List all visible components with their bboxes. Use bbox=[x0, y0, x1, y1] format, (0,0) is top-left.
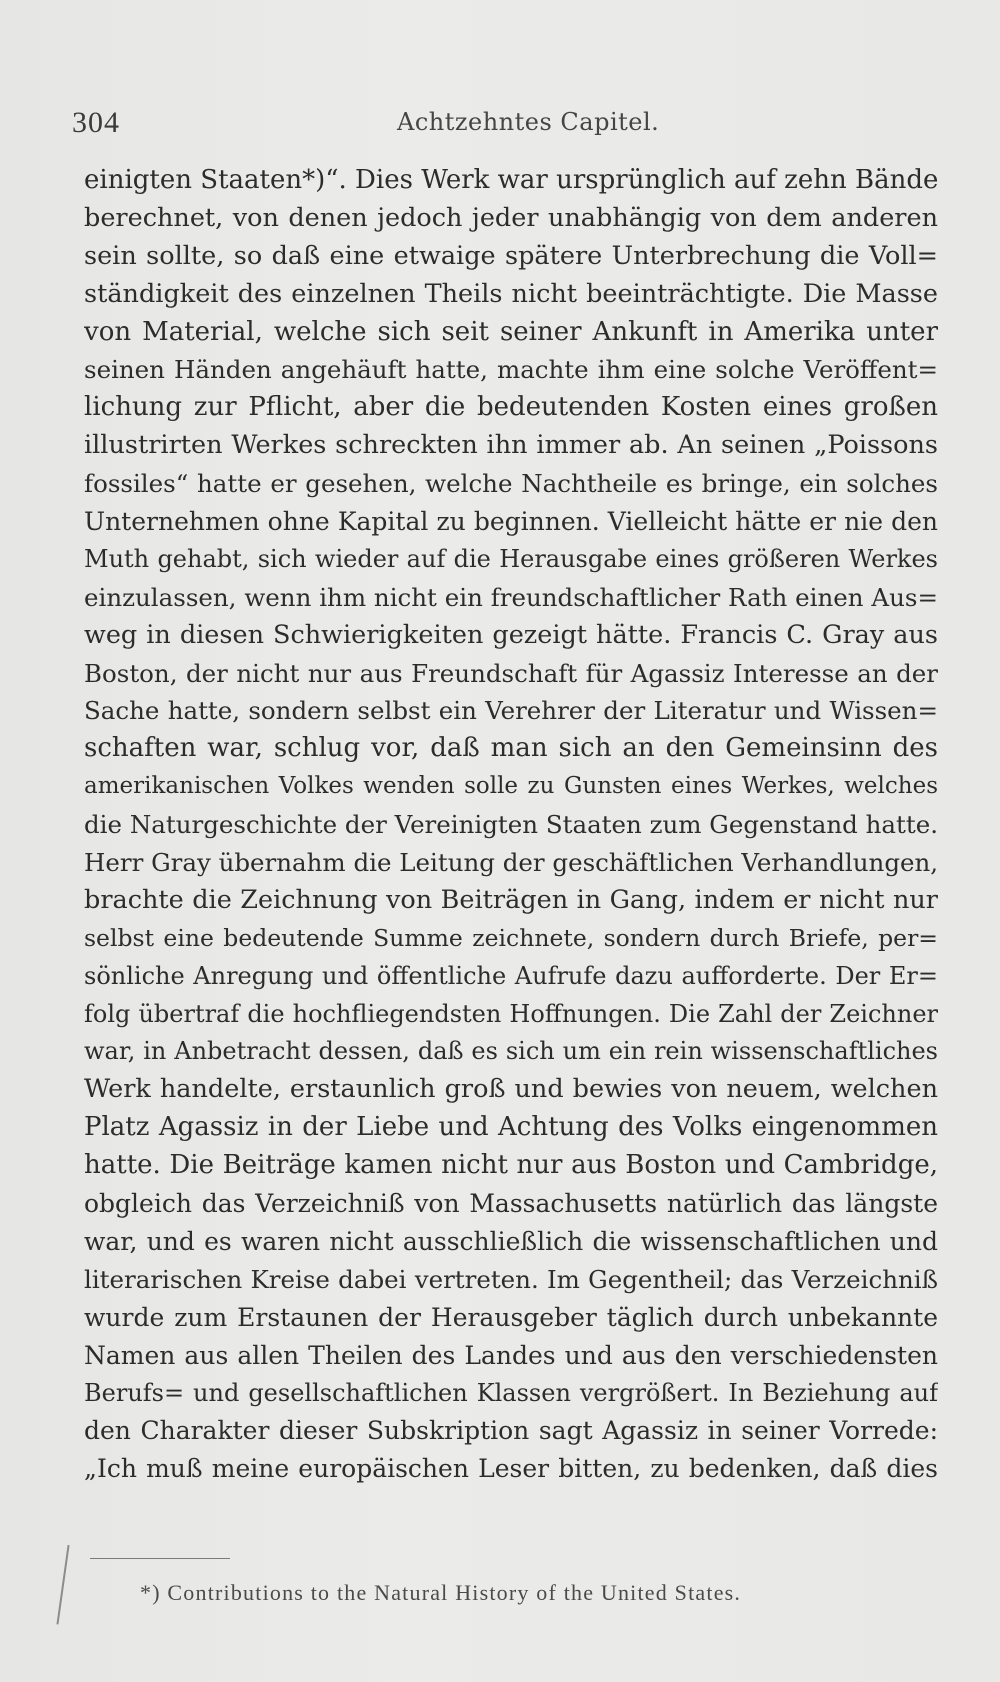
text-line: sönliche Anregung und öffentliche Aufrufe dazu aufforderte. Der Er= bbox=[84, 961, 938, 990]
text-line: Berufs= und gesellschaftlichen Klassen vergrößert. In Beziehung auf bbox=[84, 1378, 938, 1407]
text-line: selbst eine bedeutende Summe zeichnete, sondern durch Briefe, per= bbox=[84, 923, 938, 952]
running-head: Achtzehntes Capitel. bbox=[397, 108, 660, 136]
text-line: sein sollte, so daß eine etwaige spätere Unterbrechung die Voll= bbox=[84, 240, 938, 271]
text-line: war, und es waren nicht ausschließlich die wissenschaftlichen und bbox=[84, 1226, 938, 1256]
text-line: von Material, welche sich seit seiner Ankunft in Amerika unter bbox=[84, 316, 938, 347]
text-line: literarischen Kreise dabei vertreten. Im Gegentheil; das Verzeichniß bbox=[84, 1264, 938, 1294]
text-line: die Naturgeschichte der Vereinigten Staaten zum Gegenstand hatte. bbox=[84, 810, 938, 840]
text-line: Sache hatte, sondern selbst ein Verehrer der Literatur und Wissen= bbox=[84, 696, 938, 726]
text-line: folg übertraf die hochfliegendsten Hoffnungen. Die Zahl der Zeichner bbox=[84, 999, 938, 1028]
text-line: Werk handelte, erstaunlich groß und bewies von neuem, welchen bbox=[84, 1074, 938, 1105]
text-line: schaften war, schlug vor, daß man sich an den Gemeinsinn des bbox=[84, 733, 938, 764]
text-line: Boston, der nicht nur aus Freundschaft für Agassiz Interesse an der bbox=[84, 658, 938, 688]
text-line: war, in Anbetracht dessen, daß es sich um ein rein wissenschaftliches bbox=[84, 1037, 938, 1066]
text-line: Herr Gray übernahm die Leitung der geschäftlichen Verhandlungen, bbox=[84, 848, 938, 878]
footnote-rule bbox=[90, 1558, 230, 1559]
text-line: seinen Händen angehäuft hatte, machte ihm eine solche Veröffent= bbox=[84, 355, 938, 385]
text-line: weg in diesen Schwierigkeiten gezeigt hätte. Francis C. Gray aus bbox=[84, 619, 938, 650]
page-header bbox=[72, 106, 932, 142]
body-text bbox=[84, 162, 938, 1488]
text-line: Unternehmen ohne Kapital zu beginnen. Vielleicht hätte er nie den bbox=[84, 507, 938, 537]
text-line: „Ich muß meine europäischen Leser bitten, zu bedenken, daß dies bbox=[84, 1454, 938, 1484]
text-line: illustrirten Werkes schreckten ihn immer ab. An seinen „Poissons bbox=[84, 430, 938, 461]
text-line: lichung zur Pflicht, aber die bedeutenden Kosten eines großen bbox=[84, 392, 938, 423]
margin-mark bbox=[56, 1545, 73, 1625]
text-line: berechnet, von denen jedoch jeder unabhängig von dem anderen bbox=[84, 202, 938, 233]
text-line: einigten Staaten*)“. Dies Werk war ursprünglich auf zehn Bände bbox=[84, 165, 938, 195]
text-line: hatte. Die Beiträge kamen nicht nur aus Boston und Cambridge, bbox=[84, 1150, 938, 1181]
text-line: den Charakter dieser Subskription sagt Agassiz in seiner Vorrede: bbox=[84, 1416, 938, 1446]
text-line: einzulassen, wenn ihm nicht ein freundschaftlicher Rath einen Aus= bbox=[84, 582, 938, 612]
text-line: Muth gehabt, sich wieder auf die Herausgabe eines größeren Werkes bbox=[84, 544, 938, 573]
text-line: brachte die Zeichnung von Beiträgen in Gang, indem er nicht nur bbox=[84, 884, 938, 915]
text-line: Namen aus allen Theilen des Landes und aus den verschiedensten bbox=[84, 1340, 938, 1370]
page-number: 304 bbox=[72, 106, 120, 139]
text-line: fossiles“ hatte er gesehen, welche Nachtheile es bringe, ein solches bbox=[84, 469, 938, 499]
text-line: Platz Agassiz in der Liebe und Achtung des Volks eingenommen bbox=[84, 1112, 938, 1143]
text-line: wurde zum Erstaunen der Herausgeber täglich durch unbekannte bbox=[84, 1302, 938, 1332]
text-line: amerikanischen Volkes wenden solle zu Gunsten eines Werkes, welches bbox=[84, 773, 938, 800]
text-line: obgleich das Verzeichniß von Massachusetts natürlich das längste bbox=[84, 1189, 938, 1219]
text-line: ständigkeit des einzelnen Theils nicht beeinträchtigte. Die Masse bbox=[84, 278, 938, 309]
footnote: *) Contributions to the Natural History of the United States. bbox=[140, 1580, 742, 1605]
